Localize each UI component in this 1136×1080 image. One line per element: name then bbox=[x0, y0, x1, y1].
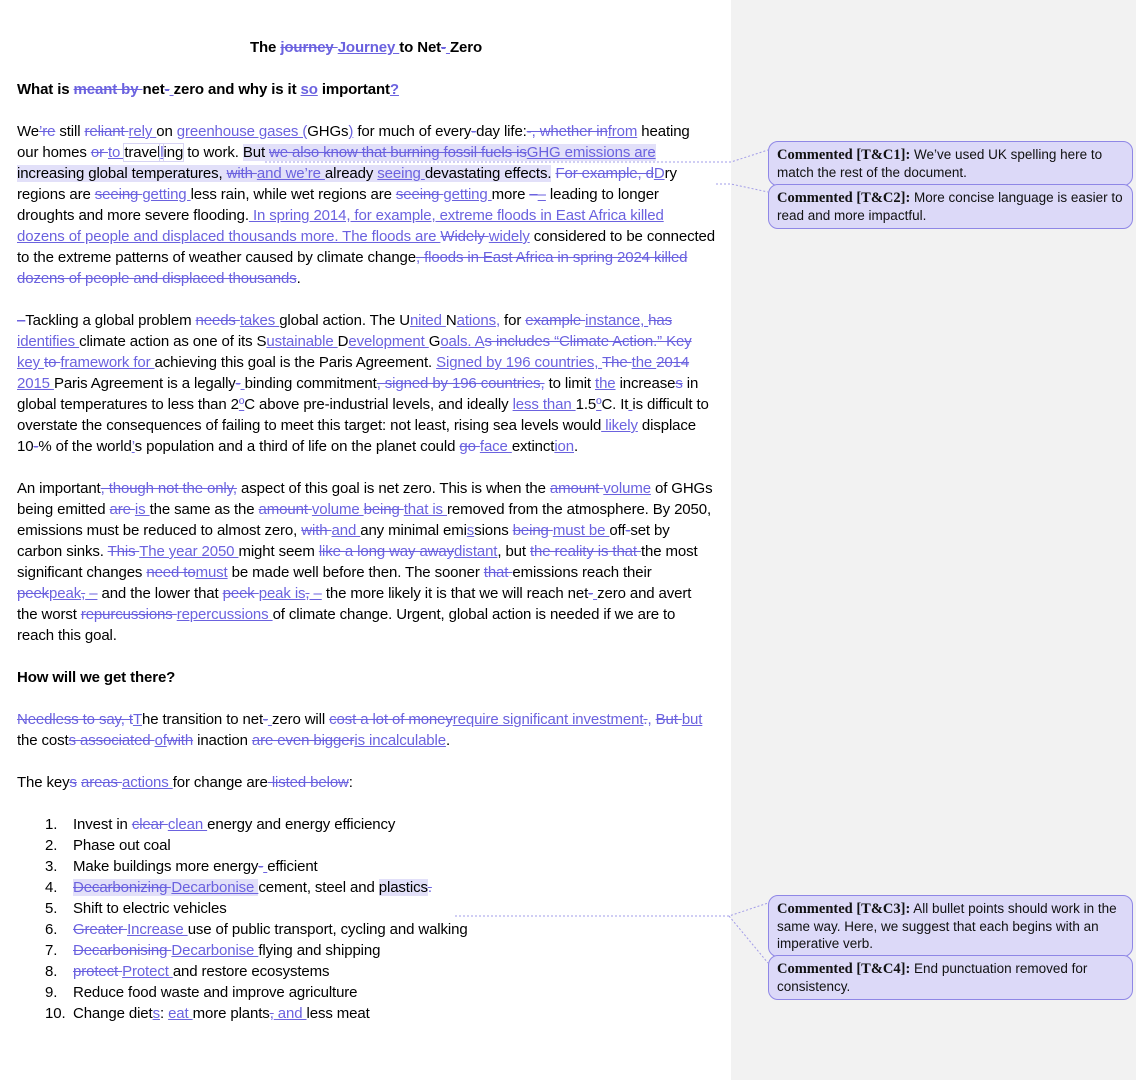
inserted-text: clean bbox=[167, 816, 208, 833]
inserted-text: volume bbox=[311, 501, 364, 518]
text-run: be made well before then. The sooner bbox=[227, 564, 484, 581]
inserted-text: – bbox=[85, 585, 98, 602]
text-run: Shift to electric vehicles bbox=[73, 900, 227, 917]
comment-balloon[interactable] bbox=[768, 184, 1133, 229]
text-run: set by carbon sinks. bbox=[17, 522, 670, 560]
deleted-text: -, whether in bbox=[526, 123, 608, 140]
deleted-text: - bbox=[588, 585, 594, 602]
deleted-text: - bbox=[625, 522, 631, 539]
inserted-text: nited bbox=[409, 312, 446, 329]
document-title bbox=[17, 37, 715, 58]
deleted-text: - bbox=[33, 438, 39, 455]
text-run: increasing global temperatures, bbox=[17, 165, 227, 182]
inserted-text: actions bbox=[121, 774, 173, 791]
inserted-text: Journey bbox=[337, 39, 400, 56]
deleted-text: go bbox=[459, 438, 480, 455]
inserted-text: face bbox=[479, 438, 512, 455]
deleted-text: areas bbox=[80, 774, 122, 791]
deleted-text: s bbox=[68, 732, 76, 749]
deleted-text: example bbox=[525, 312, 586, 329]
deleted-text: – bbox=[529, 186, 538, 203]
text-run: . bbox=[574, 438, 579, 455]
text-run: Make buildings more energy bbox=[73, 858, 259, 875]
inserted-text: Decarbonise bbox=[171, 879, 259, 896]
text-run: Paris Agreement is a legally bbox=[53, 375, 236, 392]
deleted-text: journey bbox=[280, 39, 338, 56]
deleted-text: has bbox=[648, 312, 672, 329]
text-run: , but bbox=[497, 543, 530, 560]
text-run: of climate change. Urgent, global action is needed if we are to reach this goal. bbox=[17, 606, 676, 644]
deleted-text: that bbox=[483, 564, 513, 581]
inserted-text: ion bbox=[554, 438, 574, 455]
numbered-list bbox=[17, 814, 715, 1024]
text-run: efficient bbox=[267, 858, 318, 875]
text-run: GHGs bbox=[307, 123, 349, 140]
inserted-text: rely bbox=[128, 123, 157, 140]
comment-author-label: Commented [T&C1]: bbox=[777, 147, 911, 163]
list-item bbox=[17, 1003, 715, 1024]
deleted-text: seeing bbox=[395, 186, 444, 203]
text-run: heating our homes bbox=[17, 123, 690, 161]
deleted-text: - bbox=[263, 711, 268, 728]
inserted-text: and we’re bbox=[256, 165, 325, 182]
inserted-text: is incalculable bbox=[354, 732, 446, 749]
deleted-text: - bbox=[235, 375, 241, 392]
deleted-text: . bbox=[643, 711, 648, 728]
text-run: travel bbox=[124, 144, 161, 161]
deleted-text: - bbox=[471, 123, 477, 140]
list-number: 2. bbox=[45, 837, 58, 854]
text-run: U bbox=[399, 312, 410, 329]
inserted-text: identifies bbox=[17, 333, 80, 350]
text-run: An important bbox=[17, 480, 101, 497]
inserted-text: ustainable bbox=[266, 333, 338, 350]
deleted-text: amount bbox=[549, 480, 604, 497]
deleted-text: repurcussions bbox=[80, 606, 177, 623]
inserted-text: instance, bbox=[585, 312, 649, 329]
text-run: ry regions are bbox=[17, 165, 677, 203]
deleted-text: Greater bbox=[73, 921, 128, 938]
text-run: Invest in bbox=[73, 816, 132, 833]
text-run: devastating effects. bbox=[424, 165, 552, 182]
text-run: cement, steel and bbox=[258, 879, 379, 896]
deleted-text: amount bbox=[258, 501, 312, 518]
text-run: increase bbox=[615, 375, 676, 392]
text-run: in global temperatures to less than 2 bbox=[17, 375, 699, 413]
comment-text: More concise language is easier to read and more impactful. bbox=[777, 190, 1123, 223]
text-run: considered to be connected to the extreme patterns of weather caused by climate change bbox=[17, 228, 715, 266]
deleted-text: , bbox=[81, 585, 86, 602]
text-run: more plants bbox=[192, 1005, 270, 1022]
deleted-text: with bbox=[166, 732, 194, 749]
list-number: 8. bbox=[45, 963, 58, 980]
text-run: and restore ecosystems bbox=[172, 963, 330, 980]
inserted-text: greenhouse gases ( bbox=[176, 123, 308, 140]
paragraph bbox=[17, 310, 715, 457]
list-item bbox=[17, 898, 715, 919]
deleted-text: , bbox=[305, 585, 310, 602]
inserted-text: The year 2050 bbox=[139, 543, 239, 560]
text-run: the more likely it is that we will reach net bbox=[321, 585, 589, 602]
text-run: already bbox=[324, 165, 378, 182]
text-run: zero will bbox=[271, 711, 330, 728]
deleted-text: Decarbonizing bbox=[73, 879, 172, 896]
deleted-text: seeing bbox=[94, 186, 143, 203]
deleted-text: But bbox=[655, 711, 682, 728]
inserted-text: – bbox=[309, 585, 322, 602]
inserted-text: that is bbox=[403, 501, 447, 518]
comment-balloon[interactable] bbox=[768, 895, 1133, 957]
deleted-text: with bbox=[226, 165, 257, 182]
inserted-text: , bbox=[647, 711, 652, 728]
inserted-text: s bbox=[466, 522, 475, 539]
deleted-text: need to bbox=[146, 564, 196, 581]
text-run: Change diet bbox=[73, 1005, 153, 1022]
deleted-text: – bbox=[17, 312, 26, 329]
inserted-text: must bbox=[195, 564, 228, 581]
inserted-text: ) bbox=[348, 123, 354, 140]
text-run: D bbox=[337, 333, 349, 350]
inserted-text: the bbox=[595, 375, 616, 392]
inserted-text: º bbox=[596, 396, 602, 413]
text-run: is difficult to overstate the consequences of failing to meet this target: not least, rising sea levels would bbox=[17, 396, 709, 434]
list-number: 1. bbox=[45, 816, 58, 833]
text-run: ing bbox=[163, 144, 184, 161]
inserted-text: In spring 2014, for example, extreme floods in East Africa killed dozens of people and displaced thousands more. The floods are bbox=[17, 207, 664, 245]
deleted-text: , signed by 196 countries, bbox=[376, 375, 545, 392]
deleted-text: are even bigger bbox=[251, 732, 355, 749]
deleted-text: cost a lot of money bbox=[329, 711, 453, 728]
text-run: net bbox=[142, 81, 165, 98]
comment-text: End punctuation removed for consistency. bbox=[777, 961, 1088, 994]
deleted-text: to bbox=[44, 354, 61, 371]
list-item bbox=[17, 814, 715, 835]
text-run: the most significant changes bbox=[17, 543, 698, 581]
paragraph bbox=[17, 772, 715, 793]
inserted-text: and bbox=[273, 1005, 307, 1022]
text-run: aspect of this goal is net zero. This is when the bbox=[236, 480, 550, 497]
inserted-text: ations, bbox=[456, 312, 500, 329]
inserted-text: seeing bbox=[377, 165, 425, 182]
inserted-text: Signed by 196 countries, bbox=[436, 354, 603, 371]
inserted-text: volume bbox=[603, 480, 651, 497]
list-number: 9. bbox=[45, 984, 58, 1001]
text-run: to Net bbox=[399, 39, 442, 56]
text-run: removed from the atmosphere. By 2050, emissions must be reduced to almost zero, bbox=[17, 501, 712, 539]
paragraph bbox=[17, 709, 715, 751]
text-run: : bbox=[159, 1005, 169, 1022]
text-run: zero and avert the worst bbox=[17, 585, 692, 623]
comment-author-label: Commented [T&C2]: bbox=[777, 190, 911, 206]
deleted-text: For example, d bbox=[555, 165, 654, 182]
text-run: global action. The bbox=[279, 312, 400, 329]
inserted-text: from bbox=[607, 123, 638, 140]
inserted-text: peak is bbox=[258, 585, 306, 602]
text-run: use of public transport, cycling and walking bbox=[187, 921, 468, 938]
text-run: displace 10 bbox=[17, 417, 696, 455]
inserted-text: º bbox=[238, 396, 245, 413]
list-item bbox=[17, 961, 715, 982]
inserted-text: peak bbox=[49, 585, 82, 602]
text-run: What is bbox=[17, 81, 74, 98]
list-item bbox=[17, 856, 715, 877]
inserted-text: less than bbox=[512, 396, 576, 413]
inserted-text: widely bbox=[488, 228, 530, 245]
deleted-text: or bbox=[90, 144, 108, 161]
deleted-text: with bbox=[301, 522, 332, 539]
inserted-text: likely bbox=[601, 417, 638, 434]
deleted-text: - bbox=[164, 81, 170, 98]
text-run: s population and a third of life on the planet could bbox=[134, 438, 460, 455]
text-run: important bbox=[317, 81, 390, 98]
inserted-text: l bbox=[160, 144, 164, 161]
inserted-text: must be bbox=[552, 522, 610, 539]
deleted-text: , bbox=[269, 1005, 274, 1022]
list-number: 10. bbox=[45, 1005, 66, 1022]
comment-balloon[interactable] bbox=[768, 955, 1133, 1000]
list-item bbox=[17, 877, 715, 898]
text-run: off bbox=[609, 522, 626, 539]
text-run: . bbox=[296, 270, 301, 287]
text-run: day life: bbox=[476, 123, 527, 140]
inserted-text: require significant investment bbox=[452, 711, 644, 728]
deleted-text: Widely bbox=[440, 228, 489, 245]
inserted-text: Protect bbox=[122, 963, 173, 980]
text-run: still bbox=[55, 123, 85, 140]
text-run: to work. bbox=[183, 144, 243, 161]
list-item bbox=[17, 919, 715, 940]
inserted-text: T bbox=[132, 711, 142, 728]
inserted-text: the bbox=[631, 354, 657, 371]
text-run: achieving this goal is the Paris Agreement. bbox=[154, 354, 437, 371]
text-run: for much of every bbox=[353, 123, 472, 140]
inserted-text: distant bbox=[454, 543, 498, 560]
deleted-text: . bbox=[427, 879, 432, 896]
comment-text: All bullet points should work in the same way. Here, we suggest that each begins with an imperative verb. bbox=[777, 901, 1117, 951]
inserted-text: Decarbonise bbox=[171, 942, 259, 959]
deleted-text: being bbox=[363, 501, 404, 518]
text-run: more bbox=[491, 186, 530, 203]
text-run: How will we get there? bbox=[17, 669, 176, 686]
text-run: energy and energy efficiency bbox=[207, 816, 396, 833]
inserted-text: and bbox=[331, 522, 361, 539]
deleted-text: , though not the only, bbox=[100, 480, 237, 497]
deleted-text: associated bbox=[75, 732, 155, 749]
deleted-text: s bbox=[69, 774, 77, 791]
deleted-text: like a long way away bbox=[318, 543, 454, 560]
inserted-text: but bbox=[681, 711, 703, 728]
text-run: to limit bbox=[544, 375, 596, 392]
deleted-text: peek bbox=[17, 585, 50, 602]
deleted-text: being bbox=[512, 522, 553, 539]
text-run: The bbox=[249, 39, 281, 56]
deleted-text: 2014 bbox=[656, 354, 690, 371]
text-run: sions bbox=[474, 522, 513, 539]
text-run: for bbox=[500, 312, 526, 329]
text-run: plastics bbox=[378, 879, 428, 896]
text-run: flying and shipping bbox=[258, 942, 381, 959]
inserted-text: getting bbox=[142, 186, 191, 203]
comment-author-label: Commented [T&C4]: bbox=[777, 961, 911, 977]
text-run: leading to longer droughts and more severe flooding. bbox=[17, 186, 659, 224]
deleted-text: clear bbox=[131, 816, 168, 833]
text-run: less rain, while wet regions are bbox=[190, 186, 396, 203]
text-run: of GHGs being emitted bbox=[17, 480, 713, 518]
inserted-text: framework for bbox=[60, 354, 155, 371]
inserted-text: oals. A bbox=[440, 333, 485, 350]
deleted-text: - bbox=[258, 858, 264, 875]
text-run: % of the world bbox=[38, 438, 132, 455]
section-heading bbox=[17, 79, 715, 100]
inserted-text: takes bbox=[239, 312, 280, 329]
deleted-text: meant by bbox=[73, 81, 143, 98]
inserted-text: is bbox=[134, 501, 150, 518]
list-number: 7. bbox=[45, 942, 58, 959]
list-item bbox=[17, 835, 715, 856]
inserted-text: – bbox=[537, 186, 546, 203]
text-run: the cost bbox=[17, 732, 69, 749]
document-body[interactable] bbox=[17, 37, 715, 1024]
deleted-text: This bbox=[107, 543, 140, 560]
list-number: 3. bbox=[45, 858, 58, 875]
inserted-text: eat bbox=[168, 1005, 193, 1022]
inserted-text: ’ bbox=[131, 438, 135, 455]
text-run: emissions reach their bbox=[512, 564, 652, 581]
text-run: Zero bbox=[450, 39, 483, 56]
comment-text: We’ve used UK spelling here to match the rest of the document. bbox=[777, 147, 1103, 180]
deleted-text: we also know that burning fossil fuels is bbox=[269, 144, 527, 161]
text-run: extinct bbox=[511, 438, 555, 455]
inserted-text: to bbox=[108, 144, 125, 161]
inserted-text: getting bbox=[443, 186, 492, 203]
inserted-text: repercussions bbox=[176, 606, 273, 623]
comment-author-label: Commented [T&C3]: bbox=[777, 901, 911, 917]
inserted-text: evelopment bbox=[348, 333, 429, 350]
section-heading bbox=[17, 667, 715, 688]
text-run: any minimal emi bbox=[360, 522, 467, 539]
text-run: on bbox=[156, 123, 177, 140]
inserted-text: of bbox=[154, 732, 167, 749]
text-run: G bbox=[428, 333, 441, 350]
inserted-text: Increase bbox=[127, 921, 188, 938]
text-run: binding commitment bbox=[244, 375, 377, 392]
deleted-text: needs bbox=[195, 312, 240, 329]
text-run: and the lower that bbox=[97, 585, 223, 602]
deleted-text: ’re bbox=[39, 123, 56, 140]
deleted-text: s bbox=[675, 375, 683, 392]
inserted-text: GHG emissions are bbox=[526, 144, 656, 161]
inserted-text: D bbox=[653, 165, 665, 182]
deleted-text: The bbox=[602, 354, 632, 371]
list-item bbox=[17, 982, 715, 1003]
deleted-text: Decarbonising bbox=[73, 942, 172, 959]
text-run: The key bbox=[17, 774, 70, 791]
text-run: might seem bbox=[238, 543, 319, 560]
text-run: Phase out coal bbox=[73, 837, 171, 854]
deleted-text: reliant bbox=[84, 123, 129, 140]
inserted-text: so bbox=[300, 81, 318, 98]
deleted-text: Needless to say, t bbox=[17, 711, 133, 728]
deleted-text: peek bbox=[222, 585, 259, 602]
deleted-text: , floods in East Africa in spring 2024 killed dozens of people and displaced thousands bbox=[17, 249, 688, 287]
text-run: . bbox=[445, 732, 451, 749]
text-run: for change are bbox=[172, 774, 268, 791]
text-run: C. It bbox=[601, 396, 629, 413]
deleted-text: the reality is that bbox=[530, 543, 641, 560]
text-run: : bbox=[348, 774, 353, 791]
inserted-text: s bbox=[152, 1005, 160, 1022]
text-run: less meat bbox=[306, 1005, 370, 1022]
inserted-text: 2015 bbox=[17, 375, 54, 392]
text-run: he transition to net bbox=[142, 711, 264, 728]
deleted-text: are bbox=[109, 501, 135, 518]
list-number: 4. bbox=[45, 879, 58, 896]
comment-balloon[interactable] bbox=[768, 141, 1133, 186]
text-run: the same as the bbox=[149, 501, 259, 518]
text-run: inaction bbox=[193, 732, 252, 749]
inserted-text: key bbox=[17, 354, 45, 371]
deleted-text: protect bbox=[73, 963, 123, 980]
deleted-text: s includes “Climate Action.” Key bbox=[484, 333, 692, 350]
paragraph bbox=[17, 478, 715, 646]
text-run: We bbox=[17, 123, 39, 140]
text-run: But bbox=[242, 144, 270, 161]
inserted-text: ? bbox=[389, 81, 399, 98]
text-run: climate action as one of its S bbox=[79, 333, 267, 350]
text-run: C above pre-industrial levels, and ideally bbox=[244, 396, 513, 413]
text-run: Tackling a global problem bbox=[25, 312, 196, 329]
list-number: 6. bbox=[45, 921, 58, 938]
paragraph bbox=[17, 121, 715, 289]
text-run: 1.5 bbox=[575, 396, 597, 413]
list-item bbox=[17, 940, 715, 961]
text-run: Reduce food waste and improve agriculture bbox=[73, 984, 358, 1001]
list-number: 5. bbox=[45, 900, 58, 917]
deleted-text: listed below bbox=[267, 774, 349, 791]
deleted-text: - bbox=[441, 39, 446, 56]
text-run: N bbox=[445, 312, 457, 329]
text-run: zero and why is it bbox=[173, 81, 301, 98]
